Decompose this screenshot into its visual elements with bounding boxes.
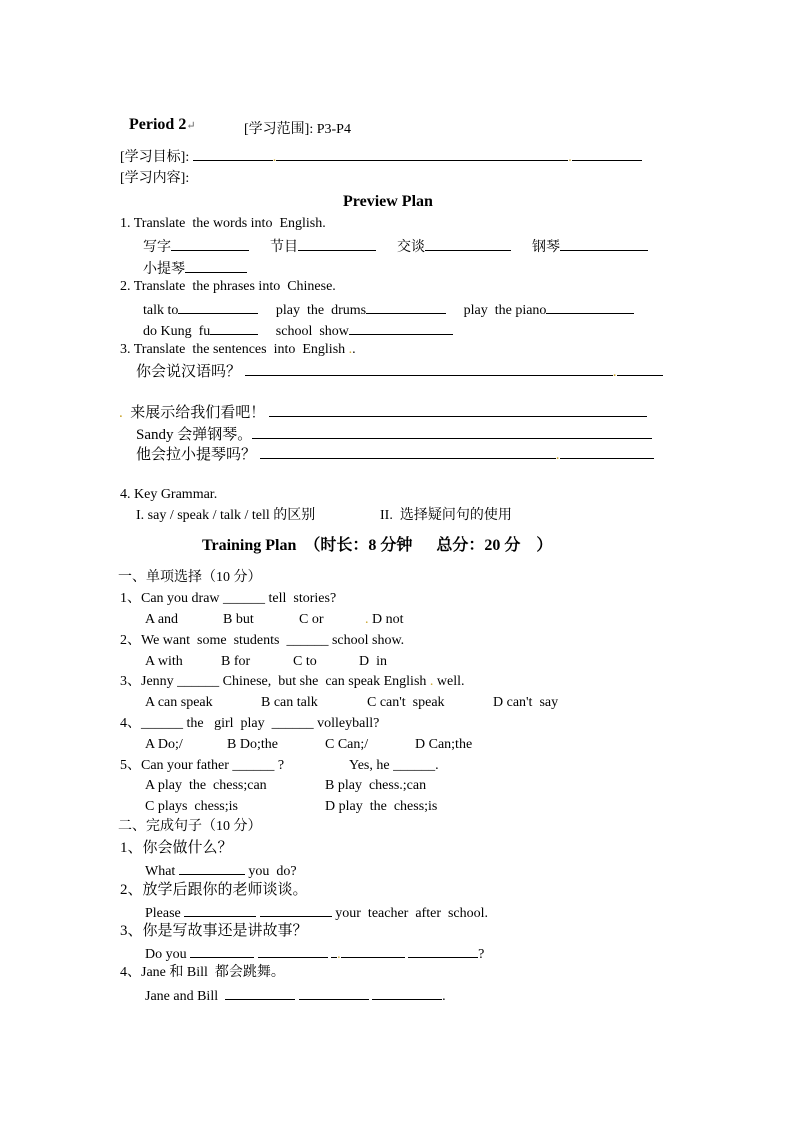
completion-cn-4: 4、Jane 和 Bill 都会跳舞。 <box>120 965 285 980</box>
q4-grammar-1: I. say / speak / talk / tell 的区别 <box>136 508 316 523</box>
q3-sentence-3: Sandy 会弹钢琴。 <box>136 424 652 444</box>
q3-sentence-2: . 来展示给我们看吧！ <box>119 402 647 422</box>
training-plan-title: Training Plan （时长：8 分钟 总分：20 分 ） <box>202 537 553 554</box>
period-title: Period 2↵ <box>129 116 196 133</box>
mc-options-5a: A play the chess;can B play chess.;can <box>145 778 427 793</box>
preview-plan-title: Preview Plan <box>343 193 433 210</box>
mc-options-2: A with B for C to D in <box>145 654 387 669</box>
mc-question-4: 4、______ the girl play ______ volleyball? <box>120 716 380 731</box>
section1-heading: 一、单项选择（10 分） <box>118 570 262 585</box>
mc-question-5-tail: Yes, he ______. <box>349 758 439 773</box>
mc-options-4: A Do;/ B Do;the C Can;/ D Can;the <box>145 737 473 752</box>
mc-question-2: 2、We want some students ______ school show. <box>120 633 405 648</box>
q1-words-row2: 小提琴 <box>143 258 247 279</box>
study-content-label: [学习内容]: <box>120 171 190 186</box>
q4-grammar-2: II. 选择疑问句的使用 <box>380 508 512 523</box>
q2-phrases-row1: talk to play the drums play the piano <box>143 299 634 320</box>
study-goal-row: [学习目标]: . . <box>120 146 642 167</box>
mc-question-1: 1、Can you draw ______ tell stories? <box>120 591 337 606</box>
completion-en-1: What you do? <box>145 860 297 881</box>
completion-cn-3: 3、你是写故事还是讲故事？ <box>120 923 308 939</box>
completion-en-3: Do you . ? <box>145 943 484 964</box>
mc-question-3: 3、Jenny ______ Chinese, but she can speak English . well. <box>120 674 465 689</box>
completion-en-2: Please your teacher after school. <box>145 902 488 923</box>
completion-cn-1: 1、你会做什么？ <box>120 840 233 856</box>
completion-cn-2: 2、放学后跟你的老师谈谈。 <box>120 882 308 898</box>
q2-prompt: 2. Translate the phrases into Chinese. <box>120 279 336 294</box>
study-range: [学习范围]: P3-P4 <box>244 122 351 137</box>
mc-options-3: A can speak B can talk C can't speak D can't say <box>145 695 559 710</box>
q3-sentence-1: 你会说汉语吗？ . <box>136 361 663 381</box>
q3-prompt: 3. Translate the sentences into English .. <box>120 342 356 357</box>
mc-options-1: A and B but C or . D not <box>145 612 404 627</box>
q4-prompt: 4. Key Grammar. <box>120 487 218 502</box>
q3-sentence-4: 他会拉小提琴吗？ . <box>136 444 654 464</box>
study-goal-label: [学习目标]: <box>120 150 190 165</box>
section2-heading: 二、完成句子（10 分） <box>118 819 262 834</box>
mc-options-5b: C plays chess;is D play the chess;is <box>145 799 438 814</box>
q1-prompt: 1. Translate the words into English. <box>120 216 326 231</box>
q2-phrases-row2: do Kung fu school show <box>143 320 453 341</box>
completion-en-4: Jane and Bill . <box>145 985 446 1006</box>
mc-question-5: 5、Can your father ______ ? <box>120 758 285 773</box>
q1-words-row1: 写字 节目 交谈 钢琴 <box>143 236 648 257</box>
